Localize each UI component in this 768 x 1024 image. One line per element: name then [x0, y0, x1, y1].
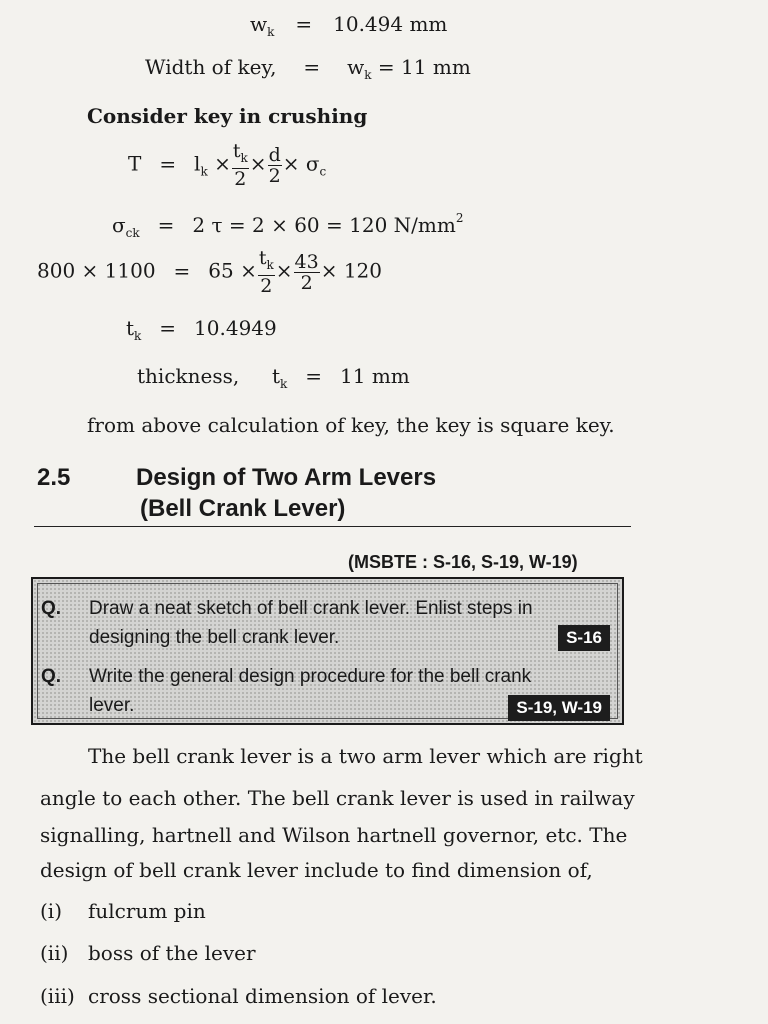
- wk-value: 10.494 mm: [333, 12, 448, 36]
- question-2-line2: lever.: [89, 695, 135, 716]
- question-1-tag: S-16: [558, 625, 610, 651]
- torque-symbol: T: [128, 151, 142, 176]
- body-line-4: design of bell crank lever include to find dimension of,: [40, 858, 593, 882]
- section-rule: [34, 526, 631, 527]
- section-title-line2: (Bell Crank Lever): [140, 495, 346, 522]
- load-tail: × 120: [320, 258, 383, 283]
- conclusion-text: from above calculation of key, the key is square key.: [87, 413, 615, 437]
- thickness-equation: thickness, $t_k = 11$ mm: [137, 364, 410, 391]
- tk-equation: $t_k = 10.4949$: [126, 316, 277, 343]
- width-value: 11 mm: [401, 55, 471, 79]
- sigma-ck-equation: $\sigma_{ck} = 2$ τ = 2 × 60 = 120 $N/mm^2$: [112, 211, 464, 240]
- load-fraction-numerator: 43: [294, 250, 319, 273]
- wk-equation: $w_k = 10.494$ mm: [250, 12, 448, 39]
- crushing-heading: Consider key in crushing: [87, 104, 368, 128]
- load-equation: 800 × 1100 = 65 × $\frac{t_k}{2}$ × $\frac{43}{2}$ × 120: [37, 247, 383, 297]
- torque-equation: $T = l_k$ × $\frac{t_k}{2}$ × $\frac{d}{2}$ × $\sigma_c$: [128, 140, 327, 190]
- question-1-line2: designing the bell crank lever.: [89, 627, 340, 648]
- section-number: 2.5: [37, 464, 71, 491]
- question-2-tag: S-19, W-19: [508, 695, 610, 721]
- question-2-line1: Write the general design procedure for the bell crank: [89, 666, 532, 687]
- sigma-ck-rhs: 2 τ = 2 × 60 = 120 N/mm: [192, 213, 456, 237]
- section-title-line1: Design of Two Arm Levers: [136, 464, 437, 491]
- list-item: [40, 943, 68, 963]
- width-of-key-equation: Width of key, = $w_k = 11$ mm: [145, 55, 471, 82]
- load-lhs: 800 × 1100: [37, 258, 156, 283]
- list-item-text: cross sectional dimension of lever.: [88, 984, 437, 1008]
- body-line-3: signalling, hartnell and Wilson hartnell governor, etc. The: [40, 823, 628, 847]
- tk-value: 10.4949: [194, 316, 277, 340]
- question-label-2: Q.: [41, 666, 62, 687]
- sigma-ck-exponent: 2: [455, 211, 464, 225]
- question-label-1: Q.: [41, 598, 62, 619]
- load-coefficient: 65 ×: [208, 258, 257, 283]
- body-line-1: The bell crank lever is a two arm lever which are right: [88, 744, 643, 768]
- exam-reference: (MSBTE : S-16, S-19, W-19): [348, 552, 578, 572]
- list-item: [40, 901, 62, 921]
- list-item-number: (iii): [40, 984, 75, 1008]
- question-box: [31, 577, 624, 725]
- question-1-line1: Draw a neat sketch of bell crank lever. Enlist steps in: [89, 598, 533, 619]
- width-label: Width of key,: [145, 55, 277, 79]
- list-item: [40, 986, 75, 1006]
- list-item-text: fulcrum pin: [88, 899, 206, 923]
- list-item-number: (ii): [40, 941, 69, 965]
- thickness-label: thickness,: [137, 364, 240, 388]
- list-item-number: (i): [40, 899, 63, 923]
- body-line-2: angle to each other. The bell crank lever is used in railway: [40, 786, 635, 810]
- list-item-text: boss of the lever: [88, 941, 256, 965]
- thickness-value: 11 mm: [340, 364, 410, 388]
